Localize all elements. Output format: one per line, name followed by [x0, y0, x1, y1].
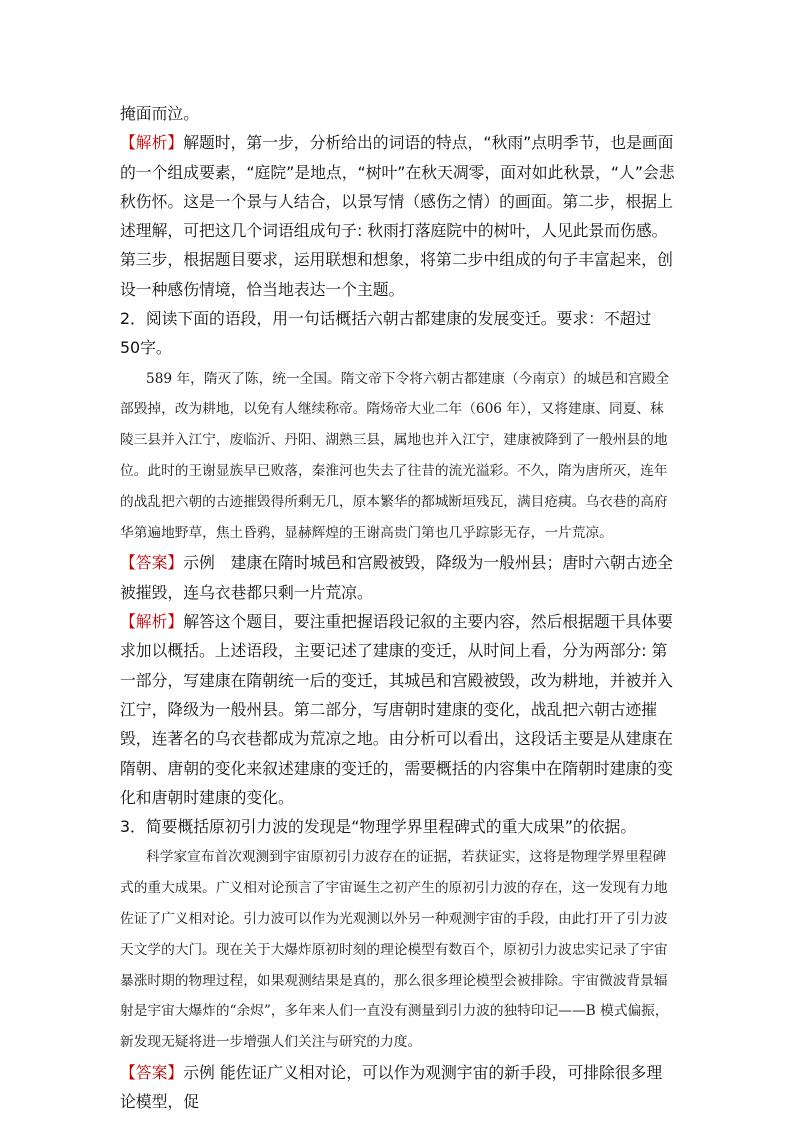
- question-3-prompt: 3．简要概括原初引力波的发现是“物理学界里程碑式的重大成果”的依据。: [120, 817, 637, 837]
- document-content: [120, 99, 676, 1117]
- answer-text: 示例 能佐证广义相对论，可以作为观测宇宙的新手段，可排除很多理论模型，促: [120, 1063, 663, 1112]
- answer-tag: 【答案】: [120, 553, 184, 573]
- analysis-paragraph: [120, 128, 676, 304]
- question-3-answer: [120, 1058, 676, 1117]
- question-3-passage-text: 科学家宣布首次观测到宇宙原初引力波存在的证据，若获证实，这将是物理学界里程碑式的重大成果。广义相对论预言了宇宙诞生之初产生的原初引力波的存在，这一发现有力地佐证了广义相对论。引力波可以作为光观测以外另一种观测宇宙的手段，由此打开了引力波天文学的大门。现在关于大爆炸原初时刻的理论模型有数百个，原初引力波忠实记录了宇宙暴涨时期的物理过程，如果观测结果是真的，那么很多理论模型会被排除。宇宙微波背景辐射是宇宙大爆炸的“余烬”，多年来人们一直没有测量到引力波的独特印记——B 模式偏振，新发现无疑将进一步增强人们关注与研究的力度。: [120, 849, 669, 1051]
- question-3-passage: [120, 842, 676, 1058]
- question-2-analysis: [120, 607, 676, 812]
- question-2-passage: [120, 364, 676, 549]
- question-2-passage-text: 589 年，隋灭了陈，统一全国。隋文帝下令将六朝古都建康（今南京）的城邑和宫殿全部毁掉，改为耕地，以免有人继续称帝。隋炀帝大业二年（606 年），又将建康、同夏、秣陵三县并入江宁，废临沂、丹阳、湖熟三县，属地也并入江宁，建康被降到了一般州县的地位。此时的王谢显族早已败落，秦淮河也失去了往昔的流光溢彩。不久，隋为唐所灭，连年的战乱把六朝的古迹摧毁得所剩无几，原本繁华的都城断垣残瓦，满目疮痍。乌衣巷的高府华第遍地野草，焦土昏鸦，显赫辉煌的王谢高贵门第也几乎踪影无存，一片荒凉。: [120, 370, 670, 541]
- question-2-answer: [120, 548, 676, 607]
- analysis-tag: 【解析】: [120, 133, 184, 153]
- continuation-text: 掩面而泣。: [120, 104, 199, 123]
- analysis-tag: 【解析】: [120, 612, 184, 632]
- question-2-prompt: 2．阅读下面的语段，用一句话概括六朝古都建康的发展变迁。要求：不超过 50字。: [120, 309, 652, 358]
- answer-text: 示例 建康在隋时城邑和宫殿被毁，降级为一般州县；唐时六朝古迹全被摧毁，连乌衣巷都只剩一片荒凉。: [120, 553, 673, 602]
- analysis-text: 解答这个题目，要注重把握语段记叙的主要内容，然后根据题干具体要求加以概括。上述语段，主要记述了建康的变迁，从时间上看，分为两部分: 第一部分，写建康在隋朝统一后的变迁，其城邑和宫殿被毁，改为耕地，并被并入江宁，降级为一般州县。第二部分，写唐朝时建康的变化，战乱把六朝古迹摧毁，连著名的乌衣巷都成为荒凉之地。由分析可以看出，这段话主要是从建康在隋朝、唐朝的变化来叙述建康的变迁的，需要概括的内容集中在隋朝时建康的变化和唐朝时建康的变化。: [120, 612, 673, 807]
- analysis-text: 解题时，第一步，分析给出的词语的特点，“秋雨”点明季节，也是画面的一个组成要素，“庭院”是地点，“树叶”在秋天凋零，面对如此秋景，“人”会悲秋伤怀。这是一个景与人结合，以景写情（感伤之情）的画面。第二步，根据上述理解，可把这几个词语组成句子: 秋雨打落庭院中的树叶，人见此景而伤感。第三步，根据题目要求，运用联想和想象，将第二步中组成的句子丰富起来，创设一种感伤情境，恰当地表达一个主题。: [120, 133, 675, 299]
- answer-tag: 【答案】: [120, 1063, 184, 1082]
